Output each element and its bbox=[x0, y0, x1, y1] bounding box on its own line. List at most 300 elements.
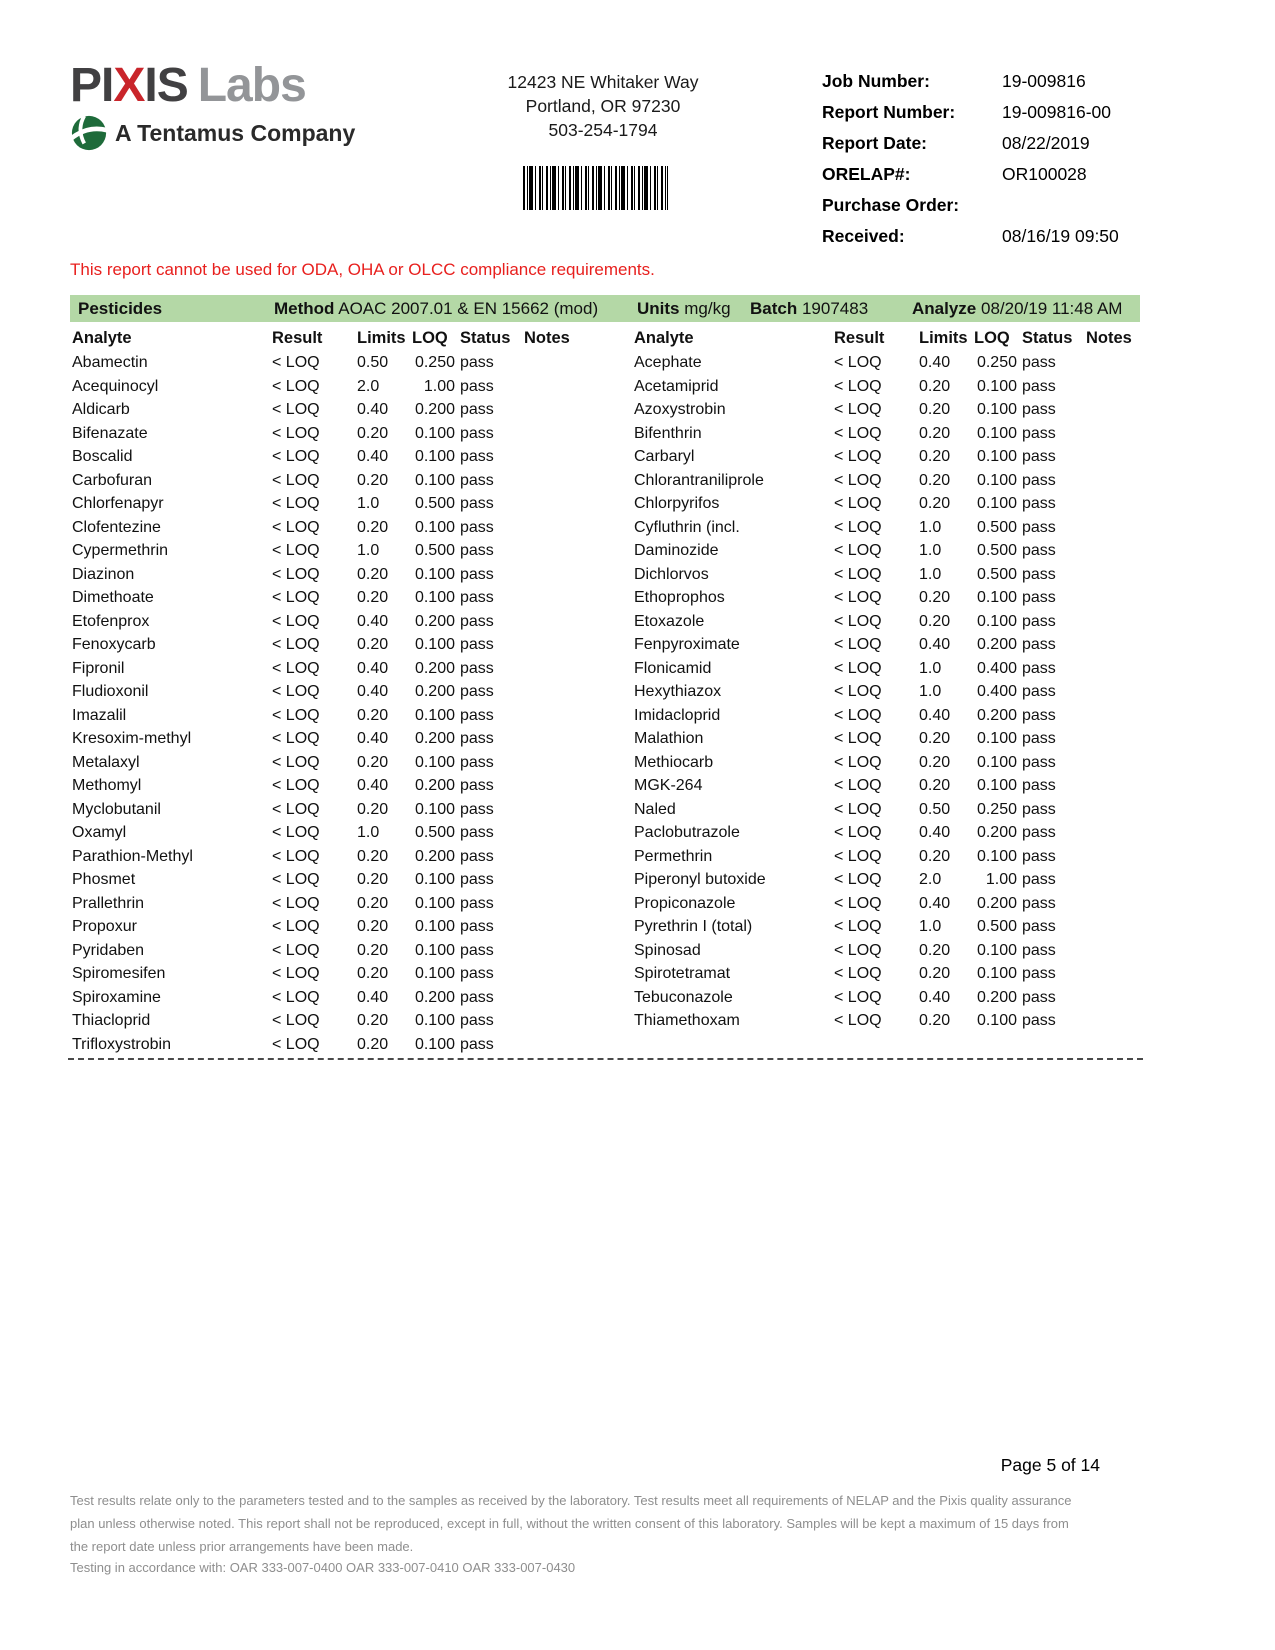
result-cell: < LOQ bbox=[834, 495, 882, 512]
analyte-cell: Daminozide bbox=[634, 542, 719, 559]
limits-cell: 0.40 bbox=[357, 988, 389, 1006]
result-cell: < LOQ bbox=[272, 401, 320, 418]
limits-cell: 0.20 bbox=[919, 777, 951, 794]
table-row bbox=[72, 868, 612, 892]
meta-value: 08/22/2019 bbox=[1002, 133, 1090, 153]
status-cell: pass bbox=[460, 800, 494, 818]
table-row bbox=[72, 821, 612, 845]
col-header-loq: LOQ bbox=[412, 329, 448, 347]
notes-cell bbox=[524, 539, 578, 563]
notes-cell bbox=[524, 892, 578, 916]
status-cell: pass bbox=[460, 918, 494, 935]
loq-cell: 0.500 bbox=[976, 542, 1017, 559]
table-row bbox=[634, 469, 1140, 493]
loq-cell: 0.100 bbox=[414, 800, 455, 818]
result-cell: < LOQ bbox=[272, 542, 320, 559]
notes-cell bbox=[524, 586, 578, 610]
result-cell: < LOQ bbox=[272, 847, 320, 865]
pesticides-table-left bbox=[72, 351, 612, 1056]
result-cell: < LOQ bbox=[834, 424, 882, 442]
result-cell: < LOQ bbox=[834, 636, 882, 653]
analyte-cell: Cypermethrin bbox=[72, 542, 169, 559]
notes-cell bbox=[524, 774, 578, 798]
notes-cell bbox=[1086, 539, 1140, 563]
logo-pixis-x: X bbox=[113, 59, 145, 112]
status-cell: pass bbox=[1022, 612, 1056, 630]
meta-row-purchase-order bbox=[822, 194, 1152, 225]
result-cell: < LOQ bbox=[272, 377, 320, 395]
status-cell: pass bbox=[1022, 518, 1056, 536]
notes-cell bbox=[1086, 610, 1140, 634]
result-cell: < LOQ bbox=[834, 1012, 882, 1029]
notes-cell bbox=[1086, 704, 1140, 728]
notes-cell bbox=[524, 704, 578, 728]
table-row bbox=[634, 516, 1140, 540]
analyte-cell: Malathion bbox=[634, 730, 704, 747]
notes-cell bbox=[1086, 892, 1140, 916]
limits-cell: 0.20 bbox=[919, 424, 951, 442]
loq-cell: 0.100 bbox=[414, 636, 455, 653]
limits-cell: 1.0 bbox=[919, 918, 942, 935]
logo-labs: Labs bbox=[197, 59, 306, 112]
loq-cell: 0.100 bbox=[414, 918, 455, 935]
col-header-limits: Limits bbox=[919, 329, 968, 347]
analyte-cell: Myclobutanil bbox=[72, 800, 161, 818]
notes-cell bbox=[524, 469, 578, 493]
notes-cell bbox=[524, 375, 578, 399]
analyte-cell: Metalaxyl bbox=[72, 753, 140, 771]
limits-cell: 0.20 bbox=[357, 471, 389, 489]
notes-cell bbox=[1086, 516, 1140, 540]
table-row bbox=[72, 915, 612, 939]
result-cell: < LOQ bbox=[272, 636, 320, 653]
loq-cell: 0.500 bbox=[414, 495, 455, 512]
table-row bbox=[72, 1033, 612, 1057]
loq-cell: 0.100 bbox=[414, 753, 455, 771]
loq-cell: 0.100 bbox=[976, 847, 1017, 865]
result-cell: < LOQ bbox=[272, 683, 320, 700]
table-row bbox=[72, 774, 612, 798]
limits-cell: 0.40 bbox=[357, 777, 389, 794]
table-row bbox=[72, 351, 612, 375]
status-cell: pass bbox=[460, 847, 494, 865]
pesticides-table-right bbox=[634, 351, 1140, 1033]
analyze-label: Analyze bbox=[912, 299, 977, 318]
footer-accordance: Testing in accordance with: OAR 333-007-0400 OAR 333-007-0410 OAR 333-007-0430 bbox=[70, 1560, 576, 1575]
analyte-cell: Flonicamid bbox=[634, 659, 712, 677]
loq-cell: 0.400 bbox=[976, 683, 1017, 700]
col-header-notes: Notes bbox=[1086, 329, 1132, 347]
loq-cell: 0.100 bbox=[976, 612, 1017, 630]
table-row bbox=[72, 633, 612, 657]
limits-cell: 0.20 bbox=[919, 753, 951, 771]
section-units bbox=[637, 295, 731, 322]
notes-cell bbox=[1086, 351, 1140, 375]
result-cell: < LOQ bbox=[834, 612, 882, 630]
loq-cell: 0.500 bbox=[976, 918, 1017, 935]
analyze-value: 08/20/19 11:48 AM bbox=[980, 299, 1123, 318]
meta-label: Received: bbox=[822, 226, 905, 246]
limits-cell: 0.20 bbox=[919, 495, 951, 512]
notes-cell bbox=[1086, 798, 1140, 822]
result-cell: < LOQ bbox=[272, 941, 320, 959]
result-cell: < LOQ bbox=[272, 1012, 320, 1029]
address-phone: 503-254-1794 bbox=[548, 120, 658, 140]
limits-cell: 0.40 bbox=[357, 730, 389, 747]
analyte-cell: Fenpyroximate bbox=[634, 636, 740, 653]
limits-cell: 1.0 bbox=[919, 659, 942, 677]
analyte-cell: Abamectin bbox=[72, 354, 148, 371]
notes-cell bbox=[1086, 563, 1140, 587]
limits-cell: 0.40 bbox=[919, 988, 951, 1006]
status-cell: pass bbox=[1022, 753, 1056, 771]
notes-cell bbox=[1086, 1009, 1140, 1033]
status-cell: pass bbox=[1022, 471, 1056, 489]
loq-cell: 0.100 bbox=[414, 589, 455, 606]
notes-cell bbox=[524, 610, 578, 634]
status-cell: pass bbox=[460, 871, 494, 888]
loq-cell: 0.250 bbox=[976, 800, 1017, 818]
table-row bbox=[72, 939, 612, 963]
status-cell: pass bbox=[1022, 636, 1056, 653]
loq-cell: 0.100 bbox=[414, 941, 455, 959]
limits-cell: 0.40 bbox=[919, 636, 951, 653]
result-cell: < LOQ bbox=[272, 753, 320, 771]
status-cell: pass bbox=[460, 401, 494, 418]
notes-cell bbox=[1086, 939, 1140, 963]
result-cell: < LOQ bbox=[834, 847, 882, 865]
limits-cell: 1.0 bbox=[357, 824, 380, 841]
analyte-cell: Spiromesifen bbox=[72, 965, 166, 982]
meta-row-received bbox=[822, 225, 1152, 256]
loq-cell: 0.100 bbox=[976, 471, 1017, 489]
loq-cell: 0.100 bbox=[976, 377, 1017, 395]
status-cell: pass bbox=[460, 636, 494, 653]
result-cell: < LOQ bbox=[834, 471, 882, 489]
result-cell: < LOQ bbox=[834, 777, 882, 794]
notes-cell bbox=[524, 492, 578, 516]
analyte-cell: Acephate bbox=[634, 354, 702, 371]
loq-cell: 0.100 bbox=[414, 448, 455, 465]
analyte-cell: Chlorantraniliprole bbox=[634, 471, 764, 489]
result-cell: < LOQ bbox=[834, 589, 882, 606]
result-cell: < LOQ bbox=[834, 871, 882, 888]
status-cell: pass bbox=[1022, 495, 1056, 512]
table-row bbox=[634, 610, 1140, 634]
limits-cell: 2.0 bbox=[919, 871, 942, 888]
table-row bbox=[72, 798, 612, 822]
loq-cell: 0.100 bbox=[976, 941, 1017, 959]
units-label: Units bbox=[637, 299, 680, 318]
limits-cell: 2.0 bbox=[357, 377, 380, 395]
analyte-cell: Bifenazate bbox=[72, 424, 148, 442]
limits-cell: 0.20 bbox=[919, 847, 951, 865]
notes-cell bbox=[524, 1009, 578, 1033]
limits-cell: 0.40 bbox=[919, 824, 951, 841]
result-cell: < LOQ bbox=[272, 800, 320, 818]
notes-cell bbox=[1086, 586, 1140, 610]
status-cell: pass bbox=[1022, 965, 1056, 982]
table-row bbox=[634, 798, 1140, 822]
table-row bbox=[634, 586, 1140, 610]
loq-cell: 0.200 bbox=[976, 894, 1017, 912]
notes-cell bbox=[1086, 774, 1140, 798]
result-cell: < LOQ bbox=[272, 730, 320, 747]
table-row bbox=[72, 539, 612, 563]
analyte-cell: Spinosad bbox=[634, 941, 701, 959]
result-cell: < LOQ bbox=[272, 495, 320, 512]
analyte-cell: Carbofuran bbox=[72, 471, 153, 489]
status-cell: pass bbox=[1022, 941, 1056, 959]
table-row bbox=[72, 516, 612, 540]
loq-cell: 0.100 bbox=[414, 706, 455, 724]
loq-cell: 0.100 bbox=[976, 1012, 1017, 1029]
status-cell: pass bbox=[1022, 777, 1056, 794]
pixis-labs-logo bbox=[70, 60, 355, 152]
loq-cell: 0.100 bbox=[414, 565, 455, 583]
notes-cell bbox=[1086, 398, 1140, 422]
analyte-cell: Kresoxim-methyl bbox=[72, 730, 192, 747]
limits-cell: 1.0 bbox=[357, 542, 380, 559]
table-row bbox=[634, 727, 1140, 751]
table-row bbox=[634, 986, 1140, 1010]
loq-cell: 0.100 bbox=[414, 894, 455, 912]
notes-cell bbox=[1086, 986, 1140, 1010]
notes-cell bbox=[1086, 962, 1140, 986]
analyte-cell: Prallethrin bbox=[72, 894, 145, 912]
loq-cell: 0.500 bbox=[414, 542, 455, 559]
limits-cell: 0.20 bbox=[919, 941, 951, 959]
notes-cell bbox=[1086, 821, 1140, 845]
analyte-cell: Thiamethoxam bbox=[634, 1012, 740, 1029]
table-row bbox=[634, 445, 1140, 469]
loq-cell: 0.100 bbox=[976, 589, 1017, 606]
limits-cell: 0.20 bbox=[919, 612, 951, 630]
analyte-cell: Spirotetramat bbox=[634, 965, 731, 982]
table-row bbox=[72, 1009, 612, 1033]
limits-cell: 0.40 bbox=[357, 448, 389, 465]
meta-value: 08/16/19 09:50 bbox=[1002, 226, 1119, 246]
limits-cell: 0.40 bbox=[357, 659, 389, 677]
status-cell: pass bbox=[1022, 706, 1056, 724]
result-cell: < LOQ bbox=[272, 518, 320, 536]
limits-cell: 0.20 bbox=[919, 730, 951, 747]
status-cell: pass bbox=[1022, 988, 1056, 1006]
status-cell: pass bbox=[460, 589, 494, 606]
analyte-cell: Pyridaben bbox=[72, 941, 145, 959]
limits-cell: 0.40 bbox=[357, 612, 389, 630]
table-row bbox=[72, 375, 612, 399]
footer-disclaimer: Test results relate only to the parameters tested and to the samples as received by the laboratory. Test results meet all requirements of NELAP and the Pixis quality assurance plan unless otherwise noted. This report shall not be reproduced, except in full, without the written consent of this laboratory. Samples will be kept a maximum of 15 days from the report date unless prior arrangements have been made. bbox=[70, 1493, 1072, 1554]
status-cell: pass bbox=[460, 894, 494, 912]
limits-cell: 0.20 bbox=[919, 448, 951, 465]
result-cell: < LOQ bbox=[834, 683, 882, 700]
status-cell: pass bbox=[460, 824, 494, 841]
meta-value: 19-009816-00 bbox=[1002, 102, 1111, 122]
analyte-cell: MGK-264 bbox=[634, 777, 703, 794]
limits-cell: 0.40 bbox=[919, 706, 951, 724]
loq-cell: 1.00 bbox=[985, 871, 1017, 888]
analyte-cell: Boscalid bbox=[72, 448, 133, 465]
status-cell: pass bbox=[1022, 542, 1056, 559]
limits-cell: 0.50 bbox=[919, 800, 951, 818]
result-cell: < LOQ bbox=[272, 354, 320, 371]
loq-cell: 0.200 bbox=[976, 824, 1017, 841]
col-header-result: Result bbox=[272, 329, 323, 347]
notes-cell bbox=[524, 563, 578, 587]
table-row bbox=[634, 375, 1140, 399]
limits-cell: 0.20 bbox=[357, 1035, 389, 1053]
loq-cell: 0.100 bbox=[976, 730, 1017, 747]
meta-value: 19-009816 bbox=[1002, 71, 1086, 91]
notes-cell bbox=[1086, 492, 1140, 516]
result-cell: < LOQ bbox=[834, 730, 882, 747]
status-cell: pass bbox=[1022, 683, 1056, 700]
report-meta bbox=[822, 70, 1152, 256]
result-cell: < LOQ bbox=[272, 448, 320, 465]
result-cell: < LOQ bbox=[272, 1035, 320, 1053]
limits-cell: 0.40 bbox=[357, 401, 389, 418]
analyte-cell: Piperonyl butoxide bbox=[634, 871, 766, 888]
status-cell: pass bbox=[460, 518, 494, 536]
table-row bbox=[72, 680, 612, 704]
section-method bbox=[274, 295, 598, 322]
result-cell: < LOQ bbox=[272, 871, 320, 888]
result-cell: < LOQ bbox=[272, 706, 320, 724]
loq-cell: 0.250 bbox=[414, 354, 455, 371]
status-cell: pass bbox=[1022, 589, 1056, 606]
loq-cell: 0.100 bbox=[976, 495, 1017, 512]
analyte-cell: Permethrin bbox=[634, 847, 713, 865]
units-value: mg/kg bbox=[684, 299, 731, 318]
table-row bbox=[72, 445, 612, 469]
notes-cell bbox=[524, 727, 578, 751]
barcode bbox=[523, 166, 668, 210]
col-header-analyte: Analyte bbox=[634, 329, 694, 347]
limits-cell: 0.20 bbox=[357, 589, 389, 606]
analyte-cell: Methomyl bbox=[72, 777, 142, 794]
limits-cell: 1.0 bbox=[919, 542, 942, 559]
result-cell: < LOQ bbox=[834, 448, 882, 465]
analyte-cell: Fenoxycarb bbox=[72, 636, 156, 653]
limits-cell: 0.20 bbox=[919, 377, 951, 395]
loq-cell: 0.400 bbox=[976, 659, 1017, 677]
analyte-cell: Cyfluthrin (incl. bbox=[634, 518, 740, 536]
loq-cell: 0.200 bbox=[414, 730, 455, 747]
status-cell: pass bbox=[1022, 800, 1056, 818]
analyte-cell: Clofentezine bbox=[72, 518, 161, 536]
limits-cell: 0.20 bbox=[357, 636, 389, 653]
table-row bbox=[634, 422, 1140, 446]
table-row bbox=[634, 680, 1140, 704]
result-cell: < LOQ bbox=[834, 918, 882, 935]
pesticides-section-bar bbox=[70, 295, 1140, 322]
batch-label: Batch bbox=[750, 299, 798, 318]
table-row bbox=[634, 492, 1140, 516]
table-row bbox=[634, 633, 1140, 657]
status-cell: pass bbox=[1022, 401, 1056, 418]
loq-cell: 0.100 bbox=[976, 965, 1017, 982]
meta-row-report-number bbox=[822, 101, 1152, 132]
result-cell: < LOQ bbox=[272, 612, 320, 630]
table-header-left bbox=[72, 326, 612, 350]
limits-cell: 0.20 bbox=[357, 424, 389, 442]
logo-pixis-left: PI bbox=[70, 59, 114, 112]
status-cell: pass bbox=[1022, 730, 1056, 747]
address-line1: 12423 NE Whitaker Way bbox=[507, 72, 699, 92]
table-row bbox=[634, 539, 1140, 563]
col-header-loq: LOQ bbox=[974, 329, 1010, 347]
table-row bbox=[72, 986, 612, 1010]
notes-cell bbox=[524, 939, 578, 963]
table-row bbox=[634, 962, 1140, 986]
limits-cell: 0.50 bbox=[357, 354, 389, 371]
analyte-cell: Thiacloprid bbox=[72, 1012, 151, 1029]
table-row bbox=[634, 845, 1140, 869]
loq-cell: 0.100 bbox=[976, 448, 1017, 465]
status-cell: pass bbox=[460, 730, 494, 747]
limits-cell: 0.20 bbox=[357, 800, 389, 818]
result-cell: < LOQ bbox=[272, 565, 320, 583]
analyte-cell: Carbaryl bbox=[634, 448, 695, 465]
loq-cell: 0.500 bbox=[976, 565, 1017, 583]
limits-cell: 0.20 bbox=[357, 871, 389, 888]
loq-cell: 0.100 bbox=[976, 401, 1017, 418]
logo-wordmark bbox=[70, 60, 355, 112]
loq-cell: 0.200 bbox=[976, 706, 1017, 724]
result-cell: < LOQ bbox=[272, 659, 320, 677]
notes-cell bbox=[1086, 751, 1140, 775]
result-cell: < LOQ bbox=[272, 918, 320, 935]
result-cell: < LOQ bbox=[272, 894, 320, 912]
loq-cell: 0.200 bbox=[414, 847, 455, 865]
limits-cell: 1.0 bbox=[357, 495, 380, 512]
col-header-status: Status bbox=[460, 329, 511, 347]
table-row bbox=[634, 939, 1140, 963]
loq-cell: 0.500 bbox=[976, 518, 1017, 536]
notes-cell bbox=[1086, 915, 1140, 939]
analyte-cell: Diazinon bbox=[72, 565, 135, 583]
logo-tagline: A Tentamus Company bbox=[115, 119, 356, 146]
compliance-notice: This report cannot be used for ODA, OHA or OLCC compliance requirements. bbox=[70, 260, 655, 279]
analyte-cell: Dimethoate bbox=[72, 589, 154, 606]
analyte-cell: Chlorfenapyr bbox=[72, 495, 164, 512]
col-header-status: Status bbox=[1022, 329, 1073, 347]
table-header-right bbox=[634, 326, 1140, 350]
loq-cell: 0.200 bbox=[414, 401, 455, 418]
status-cell: pass bbox=[460, 1012, 494, 1029]
loq-cell: 0.100 bbox=[414, 424, 455, 442]
analyte-cell: Acetamiprid bbox=[634, 377, 719, 395]
table-row bbox=[634, 892, 1140, 916]
status-cell: pass bbox=[1022, 424, 1056, 442]
result-cell: < LOQ bbox=[834, 401, 882, 418]
status-cell: pass bbox=[460, 612, 494, 630]
notes-cell bbox=[1086, 868, 1140, 892]
limits-cell: 0.40 bbox=[357, 683, 389, 700]
loq-cell: 0.500 bbox=[414, 824, 455, 841]
analyte-cell: Naled bbox=[634, 800, 676, 818]
analyte-cell: Oxamyl bbox=[72, 824, 127, 841]
table-row bbox=[634, 868, 1140, 892]
table-row bbox=[72, 563, 612, 587]
limits-cell: 0.20 bbox=[919, 589, 951, 606]
analyte-cell: Imidacloprid bbox=[634, 706, 721, 724]
limits-cell: 0.20 bbox=[919, 965, 951, 982]
logo-pixis-right: IS bbox=[144, 59, 188, 112]
status-cell: pass bbox=[460, 471, 494, 489]
method-label: Method bbox=[274, 299, 335, 318]
